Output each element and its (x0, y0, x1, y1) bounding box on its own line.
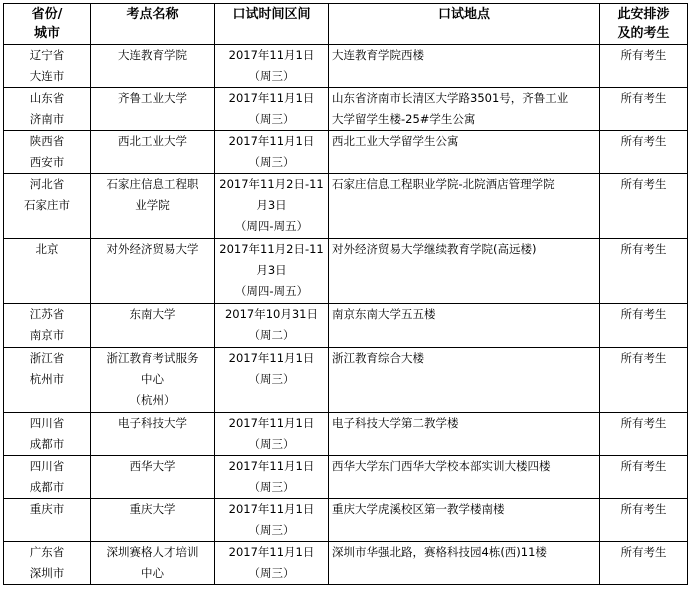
cell-examinees: 所有考生 (600, 456, 688, 499)
cell-location: 山东省济南市长清区大学路3501号，齐鲁工业 大学留学生楼-25#学生公寓 (329, 88, 600, 131)
cell-time: 2017年11月1日 （周三） (215, 45, 329, 88)
header-examinees: 此安排涉 及的考生 (600, 4, 688, 45)
cell-time: 2017年11月1日 （周三） (215, 456, 329, 499)
cell-location: 对外经济贸易大学继续教育学院(高远楼) (329, 239, 600, 304)
cell-venue: 深圳赛格人才培训 中心 (91, 542, 215, 585)
cell-venue: 电子科技大学 (91, 413, 215, 456)
cell-province: 北京 (4, 239, 91, 304)
cell-examinees: 所有考生 (600, 499, 688, 542)
cell-time: 2017年11月2日-11 月3日 （周四-周五） (215, 174, 329, 239)
header-time: 口试时间区间 (215, 4, 329, 45)
cell-examinees: 所有考生 (600, 413, 688, 456)
cell-location: 电子科技大学第二教学楼 (329, 413, 600, 456)
cell-time: 2017年11月2日-11 月3日 （周四-周五） (215, 239, 329, 304)
table-row (4, 499, 688, 542)
cell-examinees: 所有考生 (600, 174, 688, 239)
table-row (4, 88, 688, 131)
cell-province: 陕西省 西安市 (4, 131, 91, 174)
header-venue: 考点名称 (91, 4, 215, 45)
cell-time: 2017年11月1日 （周三） (215, 348, 329, 413)
cell-venue: 重庆大学 (91, 499, 215, 542)
cell-province: 江苏省 南京市 (4, 304, 91, 348)
cell-time: 2017年11月1日 （周三） (215, 88, 329, 131)
cell-venue: 石家庄信息工程职 业学院 (91, 174, 215, 239)
cell-time: 2017年11月1日 （周三） (215, 131, 329, 174)
cell-province: 辽宁省 大连市 (4, 45, 91, 88)
cell-province: 浙江省 杭州市 (4, 348, 91, 413)
cell-time: 2017年11月1日 （周三） (215, 542, 329, 585)
cell-location: 重庆大学虎溪校区第一教学楼南楼 (329, 499, 600, 542)
table-row (4, 413, 688, 456)
cell-venue: 浙江教育考试服务 中心 （杭州） (91, 348, 215, 413)
cell-location: 浙江教育综合大楼 (329, 348, 600, 413)
cell-venue: 西北工业大学 (91, 131, 215, 174)
cell-province: 山东省 济南市 (4, 88, 91, 131)
cell-venue: 东南大学 (91, 304, 215, 348)
cell-location: 西北工业大学留学生公寓 (329, 131, 600, 174)
cell-location: 石家庄信息工程职业学院-北院酒店管理学院 (329, 174, 600, 239)
cell-examinees: 所有考生 (600, 304, 688, 348)
table-row (4, 304, 688, 348)
cell-location: 深圳市华强北路，赛格科技园4栋(西)11楼 (329, 542, 600, 585)
header-location: 口试地点 (329, 4, 600, 45)
cell-examinees: 所有考生 (600, 542, 688, 585)
cell-location: 西华大学东门西华大学校本部实训大楼四楼 (329, 456, 600, 499)
cell-venue: 齐鲁工业大学 (91, 88, 215, 131)
cell-examinees: 所有考生 (600, 239, 688, 304)
cell-province: 重庆市 (4, 499, 91, 542)
header-province: 省份/ 城市 (4, 4, 91, 45)
cell-province: 四川省 成都市 (4, 456, 91, 499)
table-row (4, 239, 688, 304)
cell-time: 2017年10月31日 （周二） (215, 304, 329, 348)
cell-examinees: 所有考生 (600, 131, 688, 174)
cell-location: 大连教育学院西楼 (329, 45, 600, 88)
table-row (4, 45, 688, 88)
cell-province: 广东省 深圳市 (4, 542, 91, 585)
cell-province: 河北省 石家庄市 (4, 174, 91, 239)
table-header-row (4, 4, 688, 45)
table-row (4, 348, 688, 413)
cell-venue: 西华大学 (91, 456, 215, 499)
cell-examinees: 所有考生 (600, 45, 688, 88)
table-row (4, 456, 688, 499)
cell-examinees: 所有考生 (600, 348, 688, 413)
cell-venue: 对外经济贸易大学 (91, 239, 215, 304)
cell-time: 2017年11月1日 （周三） (215, 499, 329, 542)
cell-location: 南京东南大学五五楼 (329, 304, 600, 348)
table-row (4, 131, 688, 174)
table-row (4, 542, 688, 585)
exam-schedule-table (3, 3, 688, 585)
cell-venue: 大连教育学院 (91, 45, 215, 88)
table-row (4, 174, 688, 239)
cell-examinees: 所有考生 (600, 88, 688, 131)
cell-province: 四川省 成都市 (4, 413, 91, 456)
cell-time: 2017年11月1日 （周三） (215, 413, 329, 456)
